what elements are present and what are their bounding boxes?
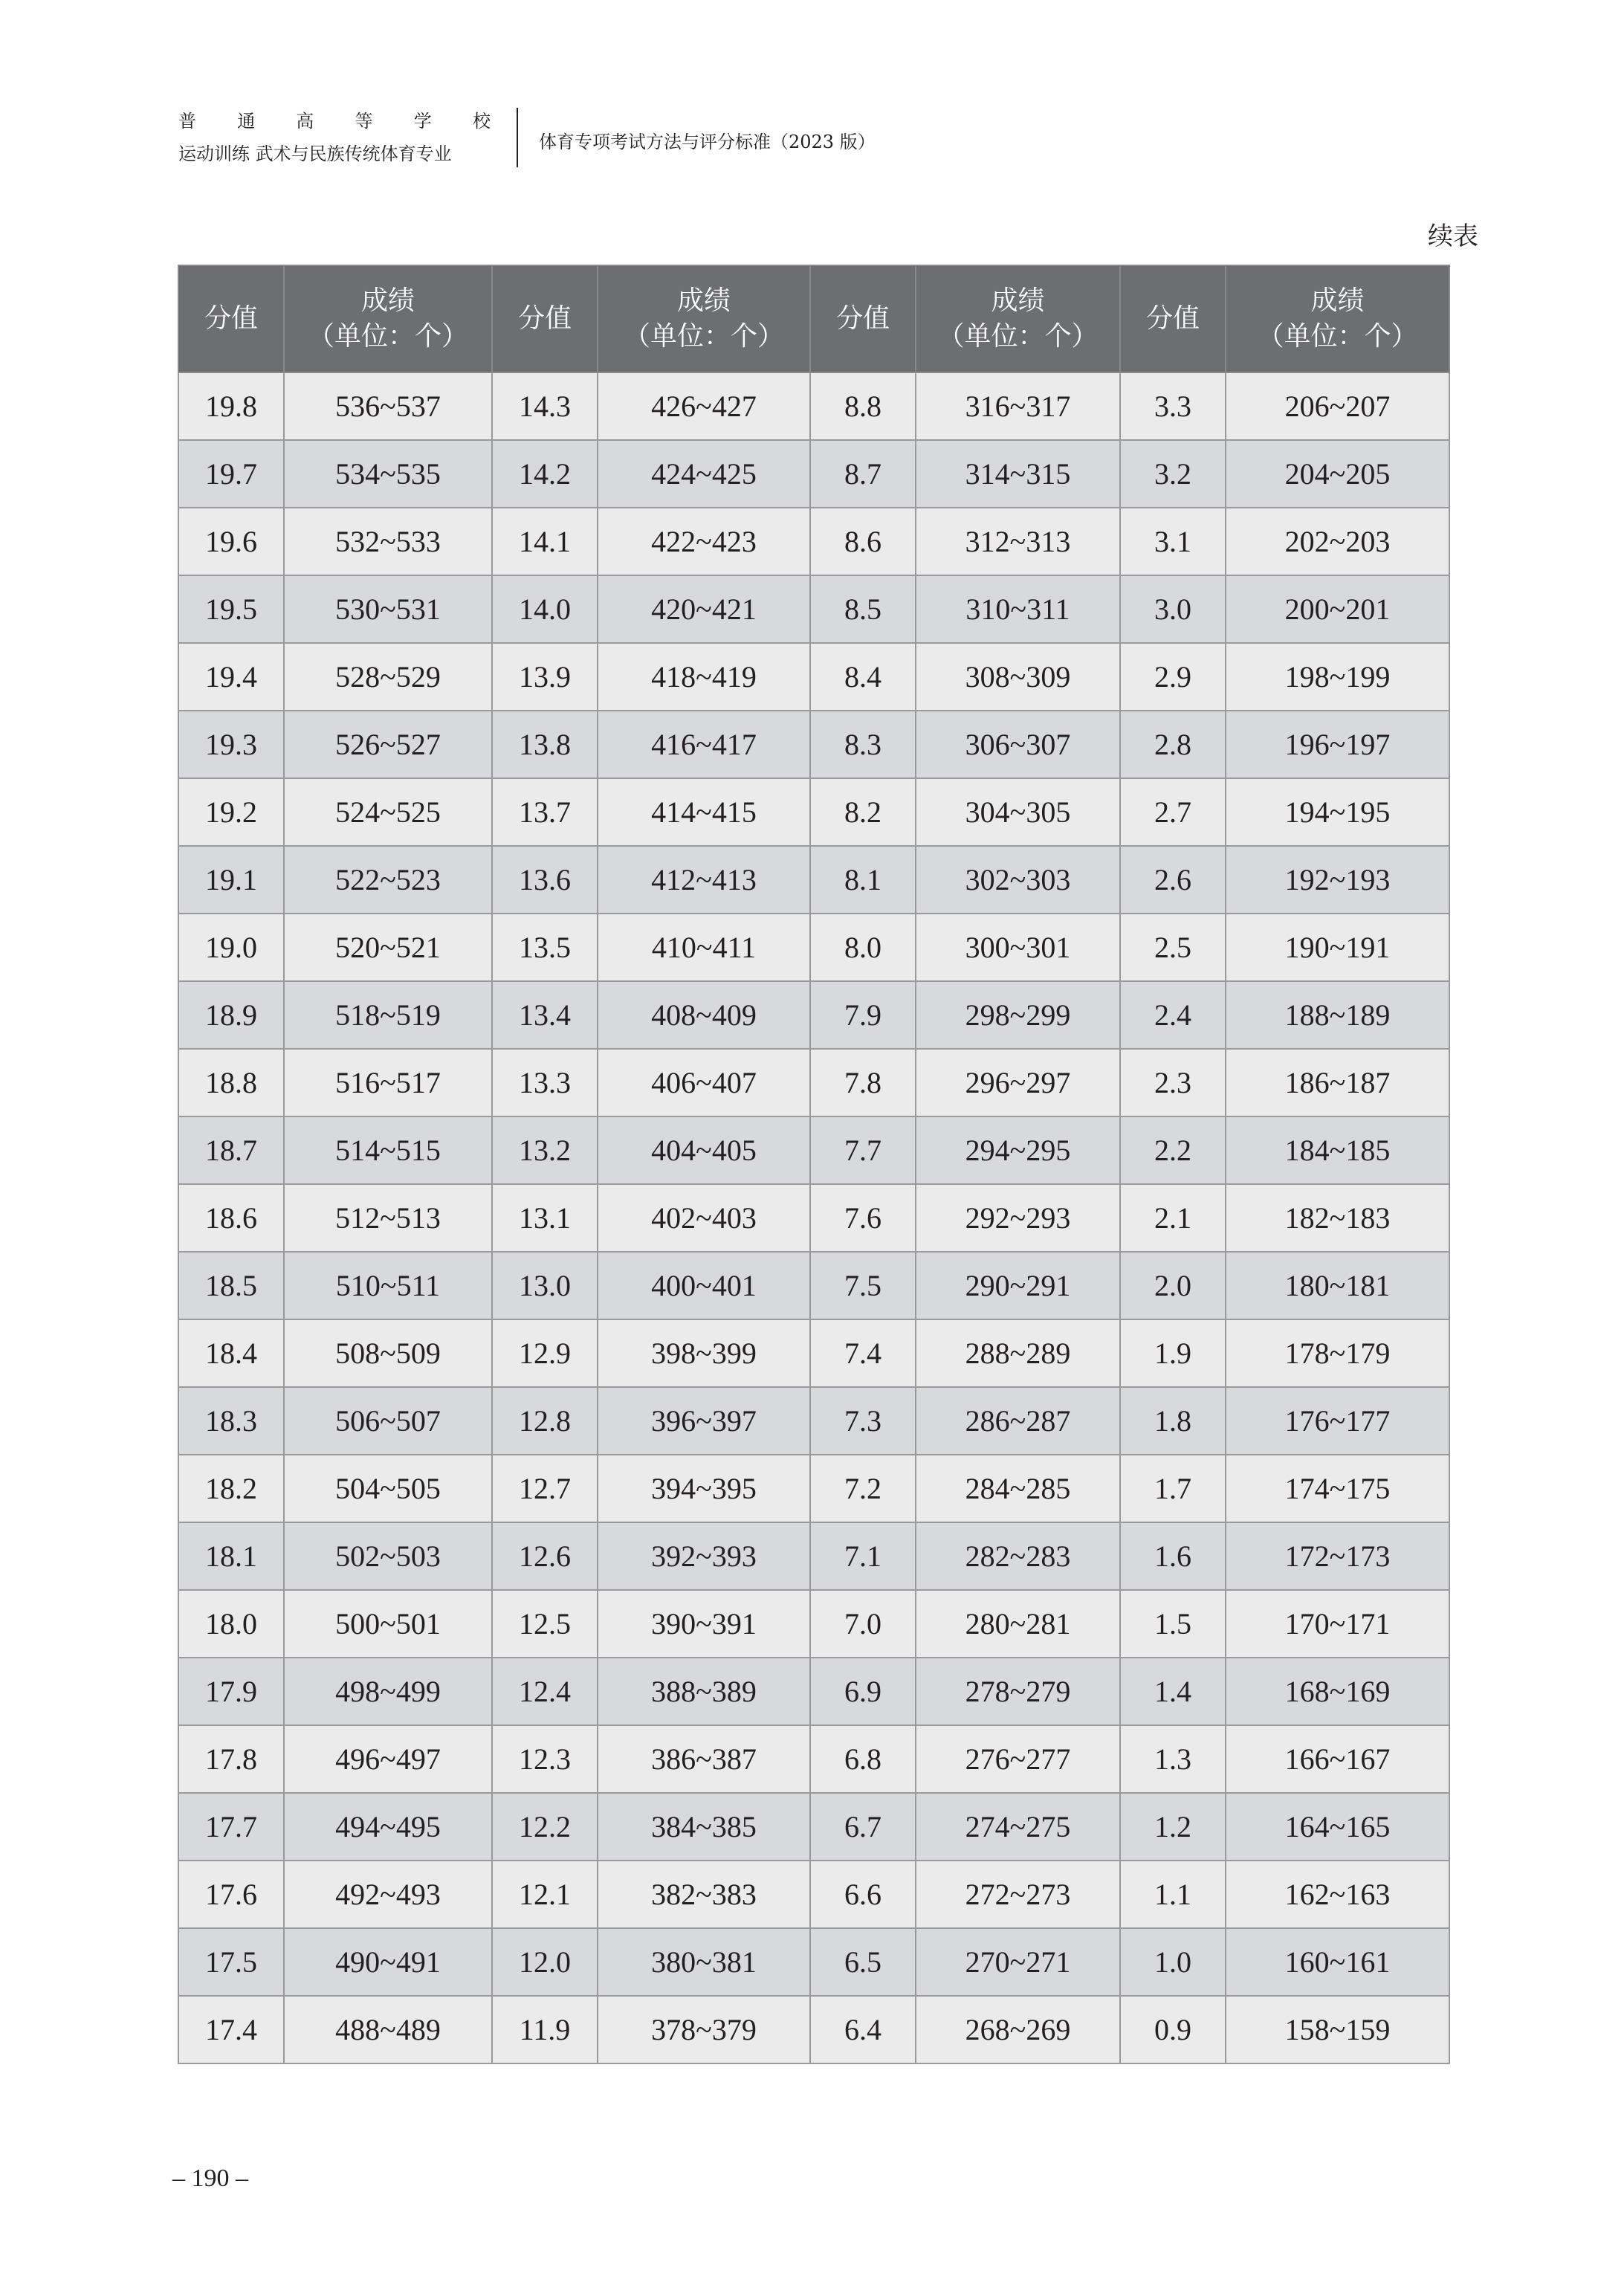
score-cell: 19.4	[178, 643, 284, 711]
result-cell: 410~411	[598, 914, 810, 981]
score-cell: 2.9	[1120, 643, 1226, 711]
score-cell: 8.1	[810, 846, 916, 914]
score-cell: 1.1	[1120, 1861, 1226, 1928]
score-cell: 17.7	[178, 1793, 284, 1861]
page-number: – 190 –	[172, 2165, 248, 2192]
score-cell: 13.1	[492, 1184, 598, 1252]
score-cell: 8.5	[810, 575, 916, 643]
series-char: 校	[472, 111, 491, 132]
result-cell: 178~179	[1226, 1319, 1449, 1387]
result-cell: 270~271	[916, 1928, 1120, 1996]
score-cell: 6.5	[810, 1928, 916, 1996]
series-char: 通	[237, 111, 256, 132]
running-head-subtitle: 运动训练 武术与民族传统体育专业	[178, 143, 452, 164]
score-cell: 7.2	[810, 1455, 916, 1522]
score-cell: 17.9	[178, 1658, 284, 1725]
score-cell: 7.1	[810, 1522, 916, 1590]
result-cell: 170~171	[1226, 1590, 1449, 1658]
result-cell: 508~509	[284, 1319, 492, 1387]
result-cell: 304~305	[916, 778, 1120, 846]
result-cell: 160~161	[1226, 1928, 1449, 1996]
table-row	[178, 1387, 1449, 1455]
result-cell: 298~299	[916, 981, 1120, 1049]
score-cell: 1.7	[1120, 1455, 1226, 1522]
result-cell: 388~389	[598, 1658, 810, 1725]
table-row	[178, 440, 1449, 508]
result-cell: 396~397	[598, 1387, 810, 1455]
score-cell: 17.6	[178, 1861, 284, 1928]
score-cell: 2.6	[1120, 846, 1226, 914]
column-header-result	[598, 265, 810, 372]
score-cell: 2.1	[1120, 1184, 1226, 1252]
result-cell: 404~405	[598, 1116, 810, 1184]
score-cell: 8.7	[810, 440, 916, 508]
result-cell: 384~385	[598, 1793, 810, 1861]
score-cell: 18.4	[178, 1319, 284, 1387]
result-cell: 526~527	[284, 711, 492, 778]
result-cell: 194~195	[1226, 778, 1449, 846]
result-cell: 162~163	[1226, 1861, 1449, 1928]
result-cell: 284~285	[916, 1455, 1120, 1522]
score-cell: 17.4	[178, 1996, 284, 2063]
result-cell: 182~183	[1226, 1184, 1449, 1252]
series-char: 普	[178, 111, 196, 132]
result-cell: 186~187	[1226, 1049, 1449, 1116]
score-cell: 3.2	[1120, 440, 1226, 508]
result-cell: 514~515	[284, 1116, 492, 1184]
result-cell: 408~409	[598, 981, 810, 1049]
score-cell: 12.6	[492, 1522, 598, 1590]
score-cell: 6.6	[810, 1861, 916, 1928]
result-cell: 502~503	[284, 1522, 492, 1590]
result-cell: 380~381	[598, 1928, 810, 1996]
score-cell: 12.0	[492, 1928, 598, 1996]
result-cell: 314~315	[916, 440, 1120, 508]
result-cell: 536~537	[284, 372, 492, 440]
score-cell: 1.8	[1120, 1387, 1226, 1455]
table-row	[178, 914, 1449, 981]
result-cell: 316~317	[916, 372, 1120, 440]
column-header-title: 分值	[1145, 303, 1200, 334]
result-cell: 382~383	[598, 1861, 810, 1928]
column-header-title: 分值	[835, 303, 890, 334]
result-cell: 424~425	[598, 440, 810, 508]
score-cell: 19.2	[178, 778, 284, 846]
score-cell: 3.1	[1120, 508, 1226, 575]
result-cell: 268~269	[916, 1996, 1120, 2063]
score-cell: 1.5	[1120, 1590, 1226, 1658]
column-header-unit: （单位：个）	[1257, 321, 1418, 352]
result-cell: 166~167	[1226, 1725, 1449, 1793]
result-cell: 406~407	[598, 1049, 810, 1116]
result-cell: 378~379	[598, 1996, 810, 2063]
table-row	[178, 1319, 1449, 1387]
result-cell: 504~505	[284, 1455, 492, 1522]
score-cell: 19.0	[178, 914, 284, 981]
score-cell: 2.4	[1120, 981, 1226, 1049]
score-cell: 17.5	[178, 1928, 284, 1996]
result-cell: 158~159	[1226, 1996, 1449, 2063]
score-cell: 7.0	[810, 1590, 916, 1658]
result-cell: 168~169	[1226, 1658, 1449, 1725]
score-cell: 19.1	[178, 846, 284, 914]
score-cell: 8.0	[810, 914, 916, 981]
result-cell: 190~191	[1226, 914, 1449, 981]
running-head-divider	[517, 108, 518, 167]
score-cell: 19.8	[178, 372, 284, 440]
result-cell: 302~303	[916, 846, 1120, 914]
result-cell: 310~311	[916, 575, 1120, 643]
table-row	[178, 1793, 1449, 1861]
score-cell: 13.9	[492, 643, 598, 711]
continued-table-label: 续表	[1428, 222, 1478, 251]
score-cell: 7.6	[810, 1184, 916, 1252]
result-cell: 398~399	[598, 1319, 810, 1387]
score-cell: 18.9	[178, 981, 284, 1049]
result-cell: 176~177	[1226, 1387, 1449, 1455]
result-cell: 416~417	[598, 711, 810, 778]
result-cell: 532~533	[284, 508, 492, 575]
score-cell: 8.4	[810, 643, 916, 711]
score-cell: 18.6	[178, 1184, 284, 1252]
result-cell: 490~491	[284, 1928, 492, 1996]
result-cell: 386~387	[598, 1725, 810, 1793]
series-char: 等	[355, 111, 373, 132]
running-head-left	[178, 108, 491, 167]
score-cell: 19.7	[178, 440, 284, 508]
result-cell: 188~189	[1226, 981, 1449, 1049]
score-cell: 6.4	[810, 1996, 916, 2063]
table-row	[178, 846, 1449, 914]
score-cell: 1.6	[1120, 1522, 1226, 1590]
score-cell: 13.3	[492, 1049, 598, 1116]
score-cell: 19.5	[178, 575, 284, 643]
score-cell: 2.3	[1120, 1049, 1226, 1116]
result-cell: 164~165	[1226, 1793, 1449, 1861]
result-cell: 294~295	[916, 1116, 1120, 1184]
table-row	[178, 1522, 1449, 1590]
result-cell: 528~529	[284, 643, 492, 711]
score-cell: 8.2	[810, 778, 916, 846]
result-cell: 520~521	[284, 914, 492, 981]
score-cell: 18.1	[178, 1522, 284, 1590]
column-header-title: 成绩	[1310, 285, 1365, 316]
result-cell: 278~279	[916, 1658, 1120, 1725]
result-cell: 288~289	[916, 1319, 1120, 1387]
table-row	[178, 1725, 1449, 1793]
score-cell: 13.2	[492, 1116, 598, 1184]
column-header-score	[178, 265, 284, 372]
table-row	[178, 372, 1449, 440]
score-cell: 3.3	[1120, 372, 1226, 440]
result-cell: 274~275	[916, 1793, 1120, 1861]
score-cell: 6.9	[810, 1658, 916, 1725]
score-cell: 13.7	[492, 778, 598, 846]
result-cell: 496~497	[284, 1725, 492, 1793]
result-cell: 418~419	[598, 643, 810, 711]
result-cell: 524~525	[284, 778, 492, 846]
score-cell: 7.3	[810, 1387, 916, 1455]
result-cell: 518~519	[284, 981, 492, 1049]
result-cell: 412~413	[598, 846, 810, 914]
table-row	[178, 575, 1449, 643]
result-cell: 500~501	[284, 1590, 492, 1658]
result-cell: 272~273	[916, 1861, 1120, 1928]
score-cell: 18.7	[178, 1116, 284, 1184]
result-cell: 512~513	[284, 1184, 492, 1252]
score-cell: 6.7	[810, 1793, 916, 1861]
result-cell: 196~197	[1226, 711, 1449, 778]
column-header-unit: （单位：个）	[307, 321, 468, 352]
score-cell: 0.9	[1120, 1996, 1226, 2063]
table-row	[178, 778, 1449, 846]
result-cell: 392~393	[598, 1522, 810, 1590]
score-cell: 19.6	[178, 508, 284, 575]
column-header-title: 成绩	[360, 285, 415, 316]
table-row	[178, 1252, 1449, 1319]
result-cell: 204~205	[1226, 440, 1449, 508]
table-row	[178, 508, 1449, 575]
result-cell: 184~185	[1226, 1116, 1449, 1184]
result-cell: 426~427	[598, 372, 810, 440]
result-cell: 390~391	[598, 1590, 810, 1658]
score-cell: 18.5	[178, 1252, 284, 1319]
score-cell: 3.0	[1120, 575, 1226, 643]
table-row	[178, 1184, 1449, 1252]
score-cell: 7.8	[810, 1049, 916, 1116]
column-header-result	[1226, 265, 1449, 372]
series-name	[178, 108, 491, 135]
score-cell: 18.2	[178, 1455, 284, 1522]
score-cell: 2.2	[1120, 1116, 1226, 1184]
score-cell: 12.1	[492, 1861, 598, 1928]
result-cell: 414~415	[598, 778, 810, 846]
result-cell: 400~401	[598, 1252, 810, 1319]
result-cell: 192~193	[1226, 846, 1449, 914]
result-cell: 402~403	[598, 1184, 810, 1252]
score-cell: 2.5	[1120, 914, 1226, 981]
result-cell: 494~495	[284, 1793, 492, 1861]
score-cell: 14.3	[492, 372, 598, 440]
table-row	[178, 1049, 1449, 1116]
result-cell: 292~293	[916, 1184, 1120, 1252]
result-cell: 200~201	[1226, 575, 1449, 643]
column-header-title: 成绩	[991, 285, 1045, 316]
score-cell: 12.2	[492, 1793, 598, 1861]
score-cell: 2.8	[1120, 711, 1226, 778]
score-cell: 12.8	[492, 1387, 598, 1455]
table-row	[178, 1996, 1449, 2063]
score-cell: 13.5	[492, 914, 598, 981]
result-cell: 174~175	[1226, 1455, 1449, 1522]
column-header-result	[916, 265, 1120, 372]
result-cell: 286~287	[916, 1387, 1120, 1455]
column-header-score	[810, 265, 916, 372]
column-header-score	[1120, 265, 1226, 372]
series-char: 高	[296, 111, 314, 132]
score-cell: 13.6	[492, 846, 598, 914]
table-row	[178, 1590, 1449, 1658]
result-cell: 394~395	[598, 1455, 810, 1522]
result-cell: 306~307	[916, 711, 1120, 778]
result-cell: 276~277	[916, 1725, 1120, 1793]
score-cell: 17.8	[178, 1725, 284, 1793]
result-cell: 198~199	[1226, 643, 1449, 711]
result-cell: 282~283	[916, 1522, 1120, 1590]
column-header-score	[492, 265, 598, 372]
score-cell: 12.5	[492, 1590, 598, 1658]
score-cell: 1.2	[1120, 1793, 1226, 1861]
score-cell: 12.4	[492, 1658, 598, 1725]
table-body	[178, 372, 1449, 2063]
score-cell: 12.3	[492, 1725, 598, 1793]
score-cell: 8.6	[810, 508, 916, 575]
result-cell: 516~517	[284, 1049, 492, 1116]
result-cell: 280~281	[916, 1590, 1120, 1658]
score-cell: 13.4	[492, 981, 598, 1049]
result-cell: 488~489	[284, 1996, 492, 2063]
score-cell: 1.4	[1120, 1658, 1226, 1725]
score-cell: 2.7	[1120, 778, 1226, 846]
score-table	[178, 265, 1450, 2064]
result-cell: 534~535	[284, 440, 492, 508]
result-cell: 530~531	[284, 575, 492, 643]
column-header-title: 分值	[204, 303, 258, 334]
score-cell: 8.8	[810, 372, 916, 440]
score-cell: 12.7	[492, 1455, 598, 1522]
result-cell: 180~181	[1226, 1252, 1449, 1319]
result-cell: 290~291	[916, 1252, 1120, 1319]
result-cell: 422~423	[598, 508, 810, 575]
score-cell: 6.8	[810, 1725, 916, 1793]
series-char: 学	[413, 111, 432, 132]
table-row	[178, 981, 1449, 1049]
score-cell: 1.9	[1120, 1319, 1226, 1387]
column-header-result	[284, 265, 492, 372]
score-cell: 7.9	[810, 981, 916, 1049]
result-cell: 172~173	[1226, 1522, 1449, 1590]
table-row	[178, 1455, 1449, 1522]
score-cell: 1.0	[1120, 1928, 1226, 1996]
result-cell: 202~203	[1226, 508, 1449, 575]
score-cell: 11.9	[492, 1996, 598, 2063]
result-cell: 312~313	[916, 508, 1120, 575]
column-header-title: 分值	[517, 303, 572, 334]
table-row	[178, 711, 1449, 778]
table-row	[178, 1116, 1449, 1184]
score-cell: 2.0	[1120, 1252, 1226, 1319]
result-cell: 300~301	[916, 914, 1120, 981]
table-row	[178, 643, 1449, 711]
score-cell: 14.0	[492, 575, 598, 643]
score-cell: 7.5	[810, 1252, 916, 1319]
result-cell: 308~309	[916, 643, 1120, 711]
table-header-row	[178, 265, 1449, 372]
table-row	[178, 1658, 1449, 1725]
score-cell: 19.3	[178, 711, 284, 778]
score-cell: 18.0	[178, 1590, 284, 1658]
score-cell: 7.4	[810, 1319, 916, 1387]
score-cell: 12.9	[492, 1319, 598, 1387]
score-cell: 14.1	[492, 508, 598, 575]
score-cell: 7.7	[810, 1116, 916, 1184]
result-cell: 206~207	[1226, 372, 1449, 440]
table-row	[178, 1928, 1449, 1996]
table-row	[178, 1861, 1449, 1928]
score-cell: 13.8	[492, 711, 598, 778]
score-cell: 18.8	[178, 1049, 284, 1116]
book-title: 体育专项考试方法与评分标准（2023 版）	[539, 132, 876, 152]
score-cell: 1.3	[1120, 1725, 1226, 1793]
column-header-unit: （单位：个）	[937, 321, 1099, 352]
score-cell: 14.2	[492, 440, 598, 508]
column-header-unit: （单位：个）	[623, 321, 784, 352]
result-cell: 296~297	[916, 1049, 1120, 1116]
score-cell: 8.3	[810, 711, 916, 778]
result-cell: 522~523	[284, 846, 492, 914]
score-cell: 18.3	[178, 1387, 284, 1455]
score-cell: 13.0	[492, 1252, 598, 1319]
column-header-title: 成绩	[676, 285, 731, 316]
result-cell: 492~493	[284, 1861, 492, 1928]
result-cell: 506~507	[284, 1387, 492, 1455]
result-cell: 498~499	[284, 1658, 492, 1725]
result-cell: 510~511	[284, 1252, 492, 1319]
result-cell: 420~421	[598, 575, 810, 643]
